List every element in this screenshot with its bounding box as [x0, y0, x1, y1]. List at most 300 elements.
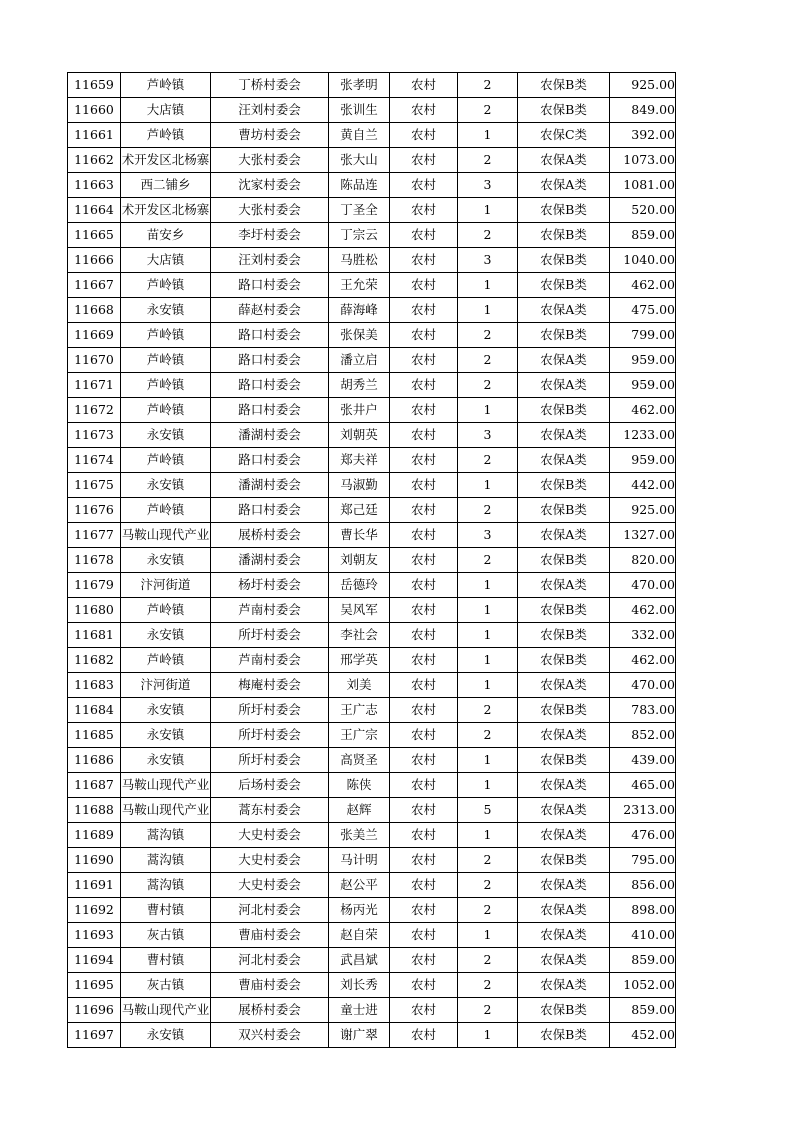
- table-row: [68, 973, 676, 998]
- member-count-cell: 2: [458, 998, 518, 1023]
- insurance-category-cell: 农保A类: [518, 773, 610, 798]
- table-row: [68, 798, 676, 823]
- amount-cell: 462.00: [610, 598, 676, 623]
- person-name-cell: 郑夫祥: [329, 448, 390, 473]
- table-row: [68, 398, 676, 423]
- person-name-cell: 王允荣: [329, 273, 390, 298]
- insurance-category-cell: 农保B类: [518, 223, 610, 248]
- village-committee-cell: 梅庵村委会: [211, 673, 329, 698]
- township-cell: 芦岭镇: [121, 598, 211, 623]
- household-type-cell: 农村: [390, 448, 458, 473]
- person-name-cell: 张井户: [329, 398, 390, 423]
- amount-cell: 849.00: [610, 98, 676, 123]
- record-id-cell: 11689: [68, 823, 121, 848]
- member-count-cell: 2: [458, 973, 518, 998]
- table-row: [68, 923, 676, 948]
- record-id-cell: 11660: [68, 98, 121, 123]
- village-committee-cell: 李圩村委会: [211, 223, 329, 248]
- household-type-cell: 农村: [390, 148, 458, 173]
- table-row: [68, 273, 676, 298]
- township-cell: 蒿沟镇: [121, 873, 211, 898]
- record-id-cell: 11693: [68, 923, 121, 948]
- household-type-cell: 农村: [390, 1023, 458, 1048]
- member-count-cell: 1: [458, 923, 518, 948]
- township-cell: 永安镇: [121, 723, 211, 748]
- member-count-cell: 1: [458, 198, 518, 223]
- village-committee-cell: 展桥村委会: [211, 998, 329, 1023]
- member-count-cell: 2: [458, 498, 518, 523]
- village-committee-cell: 路口村委会: [211, 273, 329, 298]
- person-name-cell: 陈品连: [329, 173, 390, 198]
- household-type-cell: 农村: [390, 698, 458, 723]
- member-count-cell: 3: [458, 423, 518, 448]
- person-name-cell: 薛海峰: [329, 298, 390, 323]
- insurance-category-cell: 农保A类: [518, 423, 610, 448]
- insurance-category-cell: 农保A类: [518, 898, 610, 923]
- member-count-cell: 2: [458, 948, 518, 973]
- household-type-cell: 农村: [390, 848, 458, 873]
- township-cell: 永安镇: [121, 423, 211, 448]
- township-cell: 蒿沟镇: [121, 823, 211, 848]
- record-id-cell: 11667: [68, 273, 121, 298]
- member-count-cell: 1: [458, 773, 518, 798]
- township-cell: 灰古镇: [121, 973, 211, 998]
- village-committee-cell: 曹坊村委会: [211, 123, 329, 148]
- person-name-cell: 胡秀兰: [329, 373, 390, 398]
- village-committee-cell: 丁桥村委会: [211, 73, 329, 98]
- insurance-category-cell: 农保B类: [518, 998, 610, 1023]
- amount-cell: 410.00: [610, 923, 676, 948]
- member-count-cell: 2: [458, 73, 518, 98]
- table-row: [68, 448, 676, 473]
- household-type-cell: 农村: [390, 598, 458, 623]
- record-id-cell: 11674: [68, 448, 121, 473]
- insurance-category-cell: 农保A类: [518, 373, 610, 398]
- amount-cell: 476.00: [610, 823, 676, 848]
- record-id-cell: 11687: [68, 773, 121, 798]
- village-committee-cell: 所圩村委会: [211, 698, 329, 723]
- insurance-category-cell: 农保A类: [518, 348, 610, 373]
- person-name-cell: 王广宗: [329, 723, 390, 748]
- record-id-cell: 11668: [68, 298, 121, 323]
- table-row: [68, 848, 676, 873]
- member-count-cell: 5: [458, 798, 518, 823]
- record-id-cell: 11690: [68, 848, 121, 873]
- member-count-cell: 2: [458, 223, 518, 248]
- record-id-cell: 11672: [68, 398, 121, 423]
- table-row: [68, 323, 676, 348]
- person-name-cell: 王广志: [329, 698, 390, 723]
- table-row: [68, 998, 676, 1023]
- township-cell: 芦岭镇: [121, 123, 211, 148]
- amount-cell: 799.00: [610, 323, 676, 348]
- amount-cell: 856.00: [610, 873, 676, 898]
- insurance-category-cell: 农保B类: [518, 73, 610, 98]
- amount-cell: 859.00: [610, 223, 676, 248]
- village-committee-cell: 路口村委会: [211, 348, 329, 373]
- record-id-cell: 11696: [68, 998, 121, 1023]
- record-id-cell: 11686: [68, 748, 121, 773]
- amount-cell: 439.00: [610, 748, 676, 773]
- table-row: [68, 898, 676, 923]
- insurance-category-cell: 农保A类: [518, 573, 610, 598]
- table-row: [68, 498, 676, 523]
- record-id-cell: 11692: [68, 898, 121, 923]
- township-cell: 灰古镇: [121, 923, 211, 948]
- table-row: [68, 823, 676, 848]
- insurance-category-cell: 农保B类: [518, 1023, 610, 1048]
- household-type-cell: 农村: [390, 748, 458, 773]
- person-name-cell: 丁圣全: [329, 198, 390, 223]
- member-count-cell: 1: [458, 273, 518, 298]
- village-committee-cell: 芦南村委会: [211, 598, 329, 623]
- amount-cell: 959.00: [610, 348, 676, 373]
- village-committee-cell: 大张村委会: [211, 148, 329, 173]
- township-cell: 术开发区北杨寨: [121, 198, 211, 223]
- record-id-cell: 11675: [68, 473, 121, 498]
- table-row: [68, 873, 676, 898]
- household-type-cell: 农村: [390, 973, 458, 998]
- table-row: [68, 348, 676, 373]
- township-cell: 马鞍山现代产业: [121, 523, 211, 548]
- person-name-cell: 赵公平: [329, 873, 390, 898]
- village-committee-cell: 路口村委会: [211, 373, 329, 398]
- member-count-cell: 1: [458, 123, 518, 148]
- record-id-cell: 11665: [68, 223, 121, 248]
- amount-cell: 859.00: [610, 948, 676, 973]
- amount-cell: 2313.00: [610, 798, 676, 823]
- person-name-cell: 吴风军: [329, 598, 390, 623]
- person-name-cell: 赵自荣: [329, 923, 390, 948]
- village-committee-cell: 芦南村委会: [211, 648, 329, 673]
- insurance-category-cell: 农保A类: [518, 448, 610, 473]
- table-row: [68, 248, 676, 273]
- person-name-cell: 马淑勤: [329, 473, 390, 498]
- insurance-category-cell: 农保B类: [518, 323, 610, 348]
- amount-cell: 795.00: [610, 848, 676, 873]
- table-row: [68, 598, 676, 623]
- member-count-cell: 1: [458, 823, 518, 848]
- township-cell: 芦岭镇: [121, 398, 211, 423]
- township-cell: 芦岭镇: [121, 73, 211, 98]
- amount-cell: 925.00: [610, 73, 676, 98]
- village-committee-cell: 潘湖村委会: [211, 473, 329, 498]
- village-committee-cell: 路口村委会: [211, 323, 329, 348]
- record-id-cell: 11694: [68, 948, 121, 973]
- table-row: [68, 1023, 676, 1048]
- township-cell: 大店镇: [121, 248, 211, 273]
- person-name-cell: 潘立启: [329, 348, 390, 373]
- record-id-cell: 11676: [68, 498, 121, 523]
- amount-cell: 470.00: [610, 673, 676, 698]
- member-count-cell: 1: [458, 298, 518, 323]
- person-name-cell: 刘长秀: [329, 973, 390, 998]
- record-id-cell: 11688: [68, 798, 121, 823]
- member-count-cell: 2: [458, 548, 518, 573]
- township-cell: 永安镇: [121, 698, 211, 723]
- insurance-category-cell: 农保A类: [518, 798, 610, 823]
- village-committee-cell: 所圩村委会: [211, 748, 329, 773]
- insurance-category-cell: 农保A类: [518, 673, 610, 698]
- amount-cell: 332.00: [610, 623, 676, 648]
- township-cell: 芦岭镇: [121, 323, 211, 348]
- village-committee-cell: 大史村委会: [211, 848, 329, 873]
- person-name-cell: 高贤圣: [329, 748, 390, 773]
- household-type-cell: 农村: [390, 173, 458, 198]
- record-id-cell: 11670: [68, 348, 121, 373]
- person-name-cell: 谢广翠: [329, 1023, 390, 1048]
- amount-cell: 462.00: [610, 273, 676, 298]
- household-type-cell: 农村: [390, 948, 458, 973]
- village-committee-cell: 双兴村委会: [211, 1023, 329, 1048]
- amount-cell: 462.00: [610, 398, 676, 423]
- record-id-cell: 11677: [68, 523, 121, 548]
- township-cell: 芦岭镇: [121, 373, 211, 398]
- member-count-cell: 3: [458, 173, 518, 198]
- record-id-cell: 11659: [68, 73, 121, 98]
- village-committee-cell: 路口村委会: [211, 448, 329, 473]
- member-count-cell: 1: [458, 598, 518, 623]
- household-type-cell: 农村: [390, 223, 458, 248]
- village-committee-cell: 沈家村委会: [211, 173, 329, 198]
- township-cell: 蒿沟镇: [121, 848, 211, 873]
- insurance-category-cell: 农保B类: [518, 698, 610, 723]
- household-type-cell: 农村: [390, 898, 458, 923]
- insurance-category-cell: 农保B类: [518, 498, 610, 523]
- amount-cell: 470.00: [610, 573, 676, 598]
- household-type-cell: 农村: [390, 673, 458, 698]
- table-row: [68, 548, 676, 573]
- township-cell: 曹村镇: [121, 948, 211, 973]
- insurance-category-cell: 农保B类: [518, 273, 610, 298]
- amount-cell: 1233.00: [610, 423, 676, 448]
- village-committee-cell: 后场村委会: [211, 773, 329, 798]
- household-type-cell: 农村: [390, 198, 458, 223]
- township-cell: 永安镇: [121, 1023, 211, 1048]
- insurance-category-cell: 农保B类: [518, 198, 610, 223]
- insurance-category-cell: 农保B类: [518, 98, 610, 123]
- member-count-cell: 2: [458, 148, 518, 173]
- record-id-cell: 11683: [68, 673, 121, 698]
- insurance-category-cell: 农保A类: [518, 873, 610, 898]
- person-name-cell: 张保美: [329, 323, 390, 348]
- person-name-cell: 刘朝友: [329, 548, 390, 573]
- table-row: [68, 673, 676, 698]
- insurance-category-cell: 农保C类: [518, 123, 610, 148]
- amount-cell: 898.00: [610, 898, 676, 923]
- insurance-category-cell: 农保A类: [518, 923, 610, 948]
- village-committee-cell: 汪刘村委会: [211, 98, 329, 123]
- person-name-cell: 赵辉: [329, 798, 390, 823]
- insurance-category-cell: 农保A类: [518, 148, 610, 173]
- household-type-cell: 农村: [390, 123, 458, 148]
- person-name-cell: 张训生: [329, 98, 390, 123]
- person-name-cell: 岳德玲: [329, 573, 390, 598]
- household-type-cell: 农村: [390, 73, 458, 98]
- person-name-cell: 陈侠: [329, 773, 390, 798]
- household-type-cell: 农村: [390, 548, 458, 573]
- household-type-cell: 农村: [390, 273, 458, 298]
- household-type-cell: 农村: [390, 998, 458, 1023]
- record-id-cell: 11691: [68, 873, 121, 898]
- person-name-cell: 张孝明: [329, 73, 390, 98]
- township-cell: 永安镇: [121, 548, 211, 573]
- insurance-category-cell: 农保A类: [518, 523, 610, 548]
- household-type-cell: 农村: [390, 398, 458, 423]
- village-committee-cell: 大张村委会: [211, 198, 329, 223]
- table-row: [68, 423, 676, 448]
- amount-cell: 465.00: [610, 773, 676, 798]
- table-row: [68, 698, 676, 723]
- member-count-cell: 2: [458, 898, 518, 923]
- village-committee-cell: 潘湖村委会: [211, 548, 329, 573]
- village-committee-cell: 杨圩村委会: [211, 573, 329, 598]
- insurance-category-cell: 农保B类: [518, 748, 610, 773]
- amount-cell: 442.00: [610, 473, 676, 498]
- household-type-cell: 农村: [390, 298, 458, 323]
- table-row: [68, 473, 676, 498]
- record-id-cell: 11663: [68, 173, 121, 198]
- table-row: [68, 198, 676, 223]
- member-count-cell: 1: [458, 648, 518, 673]
- village-committee-cell: 汪刘村委会: [211, 248, 329, 273]
- insurance-category-cell: 农保B类: [518, 598, 610, 623]
- household-type-cell: 农村: [390, 323, 458, 348]
- amount-cell: 783.00: [610, 698, 676, 723]
- table-row: [68, 723, 676, 748]
- person-name-cell: 丁宗云: [329, 223, 390, 248]
- member-count-cell: 1: [458, 573, 518, 598]
- table-row: [68, 73, 676, 98]
- record-id-cell: 11673: [68, 423, 121, 448]
- insurance-category-cell: 农保A类: [518, 823, 610, 848]
- household-type-cell: 农村: [390, 473, 458, 498]
- person-name-cell: 武昌斌: [329, 948, 390, 973]
- member-count-cell: 2: [458, 448, 518, 473]
- insurance-category-cell: 农保B类: [518, 548, 610, 573]
- household-type-cell: 农村: [390, 373, 458, 398]
- household-type-cell: 农村: [390, 648, 458, 673]
- member-count-cell: 2: [458, 873, 518, 898]
- insurance-category-cell: 农保A类: [518, 298, 610, 323]
- person-name-cell: 曹长华: [329, 523, 390, 548]
- table-row: [68, 148, 676, 173]
- table-row: [68, 648, 676, 673]
- household-type-cell: 农村: [390, 523, 458, 548]
- table-row: [68, 223, 676, 248]
- household-type-cell: 农村: [390, 423, 458, 448]
- record-id-cell: 11684: [68, 698, 121, 723]
- amount-cell: 852.00: [610, 723, 676, 748]
- village-committee-cell: 所圩村委会: [211, 623, 329, 648]
- table-row: [68, 98, 676, 123]
- table-row: [68, 373, 676, 398]
- member-count-cell: 3: [458, 523, 518, 548]
- amount-cell: 1040.00: [610, 248, 676, 273]
- record-id-cell: 11697: [68, 1023, 121, 1048]
- village-committee-cell: 薛赵村委会: [211, 298, 329, 323]
- person-name-cell: 刘美: [329, 673, 390, 698]
- village-committee-cell: 潘湖村委会: [211, 423, 329, 448]
- person-name-cell: 郑己廷: [329, 498, 390, 523]
- insurance-category-cell: 农保A类: [518, 973, 610, 998]
- amount-cell: 959.00: [610, 448, 676, 473]
- amount-cell: 520.00: [610, 198, 676, 223]
- member-count-cell: 3: [458, 248, 518, 273]
- village-committee-cell: 展桥村委会: [211, 523, 329, 548]
- township-cell: 西二铺乡: [121, 173, 211, 198]
- insurance-category-cell: 农保B类: [518, 848, 610, 873]
- township-cell: 芦岭镇: [121, 448, 211, 473]
- record-id-cell: 11695: [68, 973, 121, 998]
- member-count-cell: 2: [458, 323, 518, 348]
- member-count-cell: 2: [458, 98, 518, 123]
- township-cell: 汴河街道: [121, 673, 211, 698]
- amount-cell: 959.00: [610, 373, 676, 398]
- insurance-category-cell: 农保B类: [518, 473, 610, 498]
- person-name-cell: 张大山: [329, 148, 390, 173]
- table-row: [68, 173, 676, 198]
- township-cell: 曹村镇: [121, 898, 211, 923]
- member-count-cell: 2: [458, 348, 518, 373]
- record-id-cell: 11671: [68, 373, 121, 398]
- table-row: [68, 623, 676, 648]
- record-id-cell: 11662: [68, 148, 121, 173]
- household-type-cell: 农村: [390, 923, 458, 948]
- household-type-cell: 农村: [390, 98, 458, 123]
- amount-cell: 925.00: [610, 498, 676, 523]
- insurance-category-cell: 农保B类: [518, 623, 610, 648]
- record-id-cell: 11680: [68, 598, 121, 623]
- record-id-cell: 11666: [68, 248, 121, 273]
- person-name-cell: 马胜松: [329, 248, 390, 273]
- person-name-cell: 马计明: [329, 848, 390, 873]
- member-count-cell: 2: [458, 698, 518, 723]
- record-id-cell: 11661: [68, 123, 121, 148]
- insurance-category-cell: 农保B类: [518, 398, 610, 423]
- person-name-cell: 邢学英: [329, 648, 390, 673]
- township-cell: 术开发区北杨寨: [121, 148, 211, 173]
- record-id-cell: 11685: [68, 723, 121, 748]
- member-count-cell: 2: [458, 723, 518, 748]
- amount-cell: 392.00: [610, 123, 676, 148]
- township-cell: 芦岭镇: [121, 498, 211, 523]
- member-count-cell: 1: [458, 673, 518, 698]
- member-count-cell: 1: [458, 623, 518, 648]
- member-count-cell: 2: [458, 848, 518, 873]
- village-committee-cell: 蒿东村委会: [211, 798, 329, 823]
- township-cell: 芦岭镇: [121, 648, 211, 673]
- insurance-category-cell: 农保A类: [518, 723, 610, 748]
- insurance-category-cell: 农保B类: [518, 248, 610, 273]
- village-committee-cell: 路口村委会: [211, 498, 329, 523]
- amount-cell: 1073.00: [610, 148, 676, 173]
- table-row: [68, 573, 676, 598]
- township-cell: 永安镇: [121, 748, 211, 773]
- table-row: [68, 123, 676, 148]
- household-type-cell: 农村: [390, 348, 458, 373]
- record-id-cell: 11681: [68, 623, 121, 648]
- person-name-cell: 黄自兰: [329, 123, 390, 148]
- township-cell: 苗安乡: [121, 223, 211, 248]
- township-cell: 永安镇: [121, 473, 211, 498]
- household-type-cell: 农村: [390, 623, 458, 648]
- member-count-cell: 2: [458, 373, 518, 398]
- table-row: [68, 948, 676, 973]
- township-cell: 芦岭镇: [121, 273, 211, 298]
- village-committee-cell: 大史村委会: [211, 823, 329, 848]
- data-table: [67, 72, 676, 1048]
